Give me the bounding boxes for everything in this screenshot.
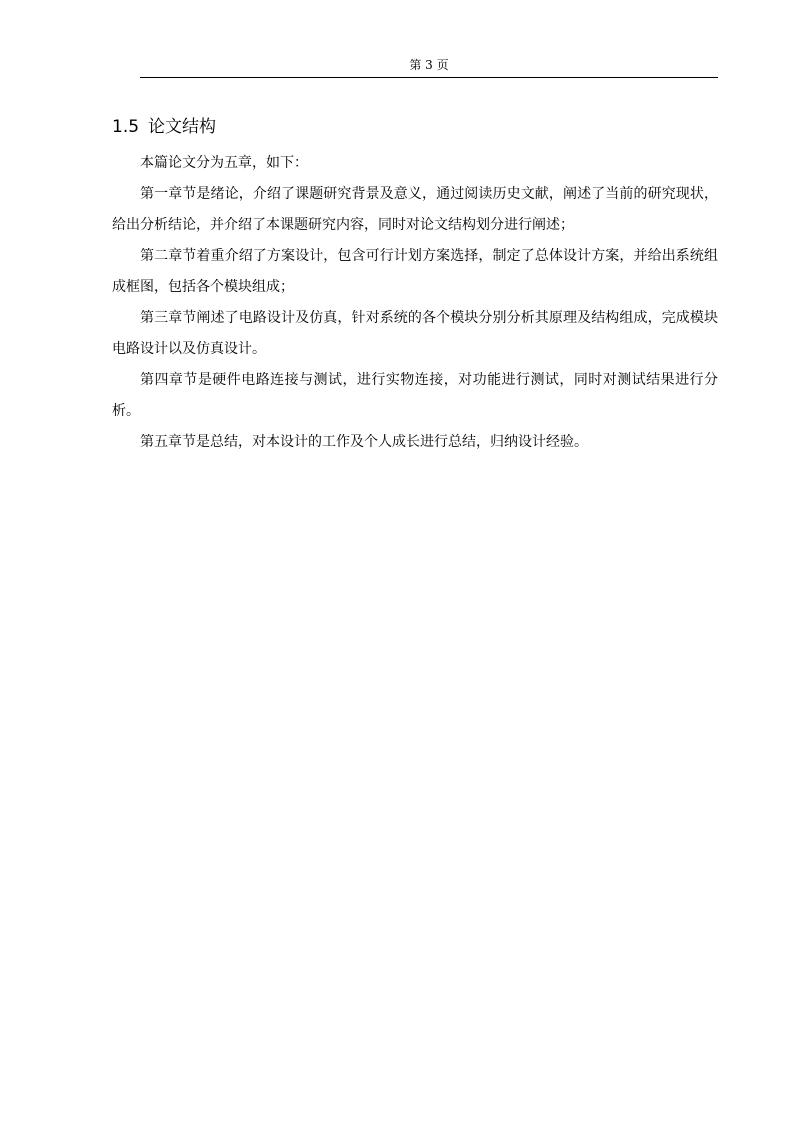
section-number: 1.5 — [112, 117, 140, 137]
section-body — [112, 148, 718, 458]
paragraph: 第一章节是绪论，介绍了课题研究背景及意义，通过阅读历史文献，阐述了当前的研究现状，给出分析结论，并介绍了本课题研究内容，同时对论文结构划分进行阐述； — [112, 186, 718, 233]
paragraph: 本篇论文分为五章，如下： — [140, 155, 308, 171]
section-heading — [112, 115, 216, 139]
page-number-label: 第 3 页 — [409, 58, 449, 72]
paragraph: 第二章节着重介绍了方案设计，包含可行计划方案选择，制定了总体设计方案，并给出系统组成框图，包括各个模块组成； — [112, 248, 718, 295]
paragraph: 第四章节是硬件电路连接与测试，进行实物连接，对功能进行测试，同时对测试结果进行分析。 — [112, 372, 718, 419]
header-divider — [140, 77, 718, 78]
page-header — [140, 56, 718, 74]
section-title: 论文结构 — [148, 117, 217, 137]
paragraph: 第三章节阐述了电路设计及仿真，针对系统的各个模块分别分析其原理及结构组成，完成模块电路设计以及仿真设计。 — [112, 310, 718, 357]
paragraph: 第五章节是总结，对本设计的工作及个人成长进行总结，归纳设计经验。 — [140, 434, 588, 450]
